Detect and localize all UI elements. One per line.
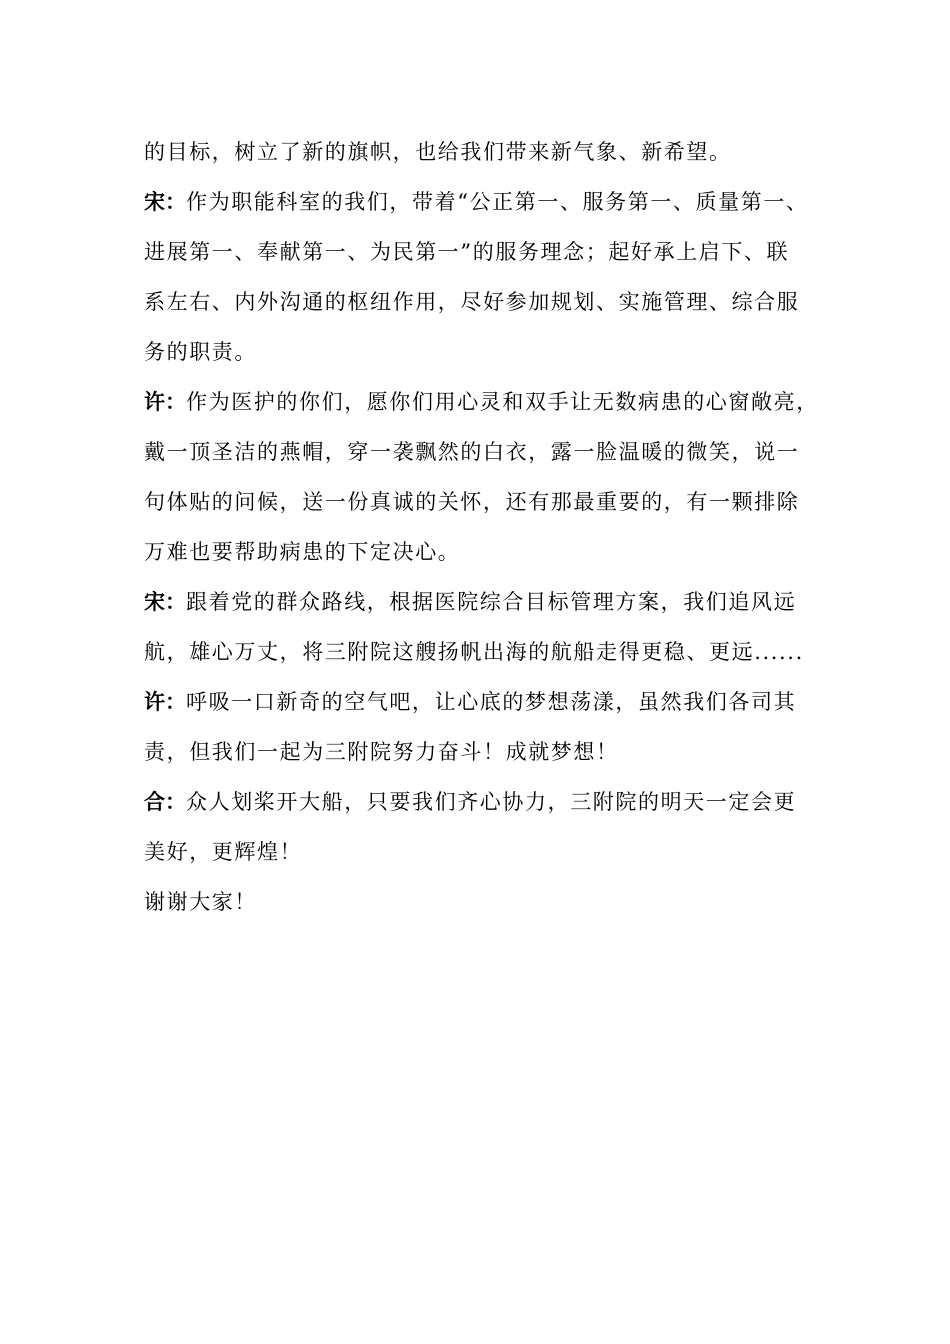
speaker-label: 许： [144,390,186,414]
text-line [144,877,829,927]
line-text: 的目标，树立了新的旗帜，也给我们带来新气象、新希望。 [144,140,732,164]
speaker-label: 许： [144,690,186,714]
text-line [144,827,829,877]
text-line [144,627,829,677]
text-line [144,527,829,577]
line-text: 句体贴的问候，送一份真诚的关怀，还有那最重要的，有一颗排除 [144,490,800,514]
text-line [144,377,829,427]
speaker-label: 宋： [144,590,186,614]
text-line [144,277,829,327]
text-line [144,427,829,477]
line-text: 戴一顶圣洁的燕帽，穿一袭飘然的白衣，露一脸温暖的微笑，说一 [144,440,800,464]
speaker-label: 宋： [144,190,186,214]
text-line [144,327,829,377]
line-text: 呼吸一口新奇的空气吧，让心底的梦想荡漾，虽然我们各司其 [186,690,797,714]
text-line [144,727,829,777]
text-line [144,177,829,227]
line-text: 务的职责。 [144,340,257,364]
line-text: 美好，更辉煌！ [144,840,303,864]
text-line [144,127,829,177]
text-line [144,477,829,527]
text-line [144,677,829,727]
line-text: 航，雄心万丈，将三附院这艘扬帆出海的航船走得更稳、更远...... [144,640,804,664]
line-text: 万难也要帮助病患的下定决心。 [144,540,461,564]
speaker-label: 合： [144,790,186,814]
line-text: 作为医护的你们，愿你们用心灵和双手让无数病患的心窗敞亮， [186,390,819,414]
document-page [144,127,829,927]
line-text: 众人划桨开大船，只要我们齐心协力，三附院的明天一定会更 [186,790,797,814]
line-text: 系左右、内外沟通的枢纽作用，尽好参加规划、实施管理、综合服 [144,290,800,314]
line-text: 作为职能科室的我们，带着“公正第一、服务第一、质量第一、 [186,190,809,214]
text-line [144,227,829,277]
text-line [144,777,829,827]
line-text: 跟着党的群众路线，根据医院综合目标管理方案，我们追风远 [186,590,797,614]
text-line [144,577,829,627]
line-text: 责，但我们一起为三附院努力奋斗！成就梦想！ [144,740,619,764]
line-text: 进展第一、奉献第一、为民第一”的服务理念；起好承上启下、联 [144,240,790,264]
line-text: 谢谢大家！ [144,890,257,914]
